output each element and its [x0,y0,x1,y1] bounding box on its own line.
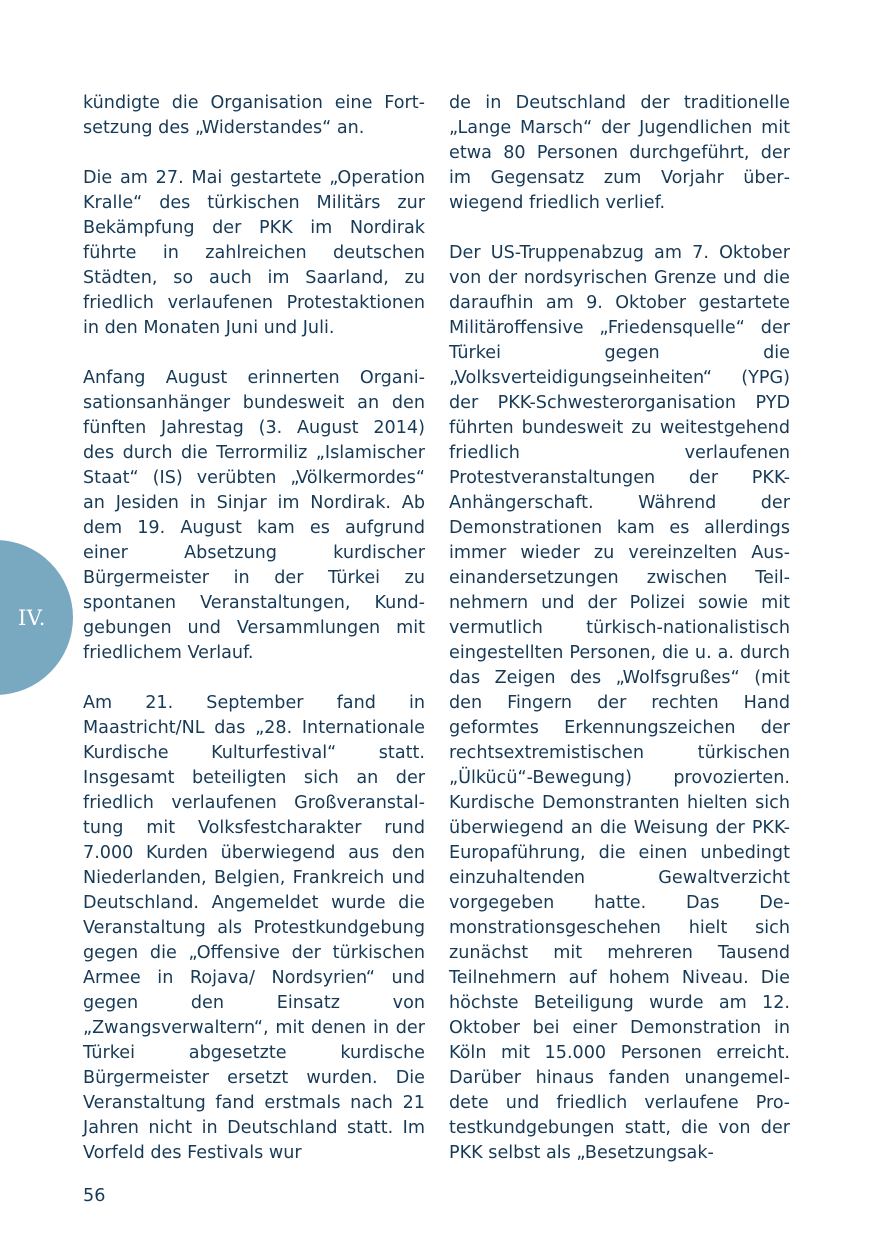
paragraph: Anfang August erinnerten Organisationsanhänger bundesweit an den fünften Jahrestag (3. August 2014) des durch die Terrormiliz „Islamischer Staat“ (IS) verübten „Völkermordes“ an Jesiden in Sinjar im Nordirak. Ab dem 19. August kam es aufgrund einer Absetzung kurdischer Bürgermeister in der Türkei zu spontanen Veranstaltungen, Kundgebungen und Versammlungen mit friedlichem Verlauf. [83,368,425,663]
paragraph: Der US-Truppenabzug am 7. Oktober von der nordsyrischen Grenze und die daraufhin am 9. Oktober gestartete Militäroffensive „Friedensquelle“ der Türkei gegen die „Volksverteidigungseinheiten“ (YPG) der PKK-Schwesterorganisation PYD führten bundesweit zu weitestgehend friedlich verlaufenen Protestveranstaltungen der PKK-Anhängerschaft. Während der Demonstrationen kam es allerdings immer wieder zu vereinzelten Auseinandersetzungen zwischen Teilnehmern und der Polizei sowie mit vermutlich türkisch-nationalistisch eingestellten Personen, die u. a. durch das Zeigen des „Wolfsgrußes“ (mit den Fingern der rechten Hand geformtes Erkennungszeichen der rechtsextremistischen türkischen „Ülkücü“-Bewegung) provozierten. Kurdische Demonstranten hielten sich überwiegend an die Weisung der PKK-Europaführung, die einen unbedingt einzuhaltenden Gewaltverzicht vorgegeben hatte. Das Demonstrationsgeschehen hielt sich zunächst mit mehreren Tausend Teilnehmern auf hohem Niveau. Die höchste Beteiligung wurde am 12. Oktober bei einer Demonstration in Köln mit 15.000 Personen erreicht. Darüber hinaus fanden unangemeldete und friedlich verlaufene Protestkundgebungen statt, die von der PKK selbst als „Besetzungsak- [449,243,790,1163]
paragraph: kündigte die Organisation eine Fortsetzung des „Widerstandes“ an. [83,93,425,138]
paragraph: Die am 27. Mai gestartete „Operation Kralle“ des türkischen Militärs zur Bekämpfung der PKK im Nordirak führte in zahlreichen deutschen Städten, so auch im Saarland, zu friedlich verlaufenen Protestaktionen in den Monaten Juni und Juli. [83,168,425,338]
page-number: 56 [83,1186,106,1206]
paragraph: de in Deutschland der traditionelle „Lange Marsch“ der Jugendlichen mit etwa 80 Personen durchgeführt, der im Gegensatz zum Vorjahr überwiegend friedlich verlief. [449,93,790,213]
right-column [449,91,790,1191]
paragraph: Am 21. September fand in Maastricht/NL das „28. Internationale Kurdische Kulturfestival“ statt. Insgesamt beteiligten sich an der friedlich verlaufenen Großveranstaltung mit Volksfestcharakter rund 7.000 Kurden überwiegend aus den Niederlanden, Belgien, Frankreich und Deutschland. Angemeldet wurde die Veranstaltung als Protestkundgebung gegen die „Offensive der türkischen Armee in Rojava/ Nordsyrien“ und gegen den Einsatz von „Zwangsverwaltern“, mit denen in der Türkei abgesetzte kurdische Bürgermeister ersetzt wurden. Die Veranstaltung fand erstmals nach 21 Jahren nicht in Deutschland statt. Im Vorfeld des Festivals wur [83,693,425,1163]
left-column [83,91,425,1191]
chapter-label: IV. [18,606,46,630]
